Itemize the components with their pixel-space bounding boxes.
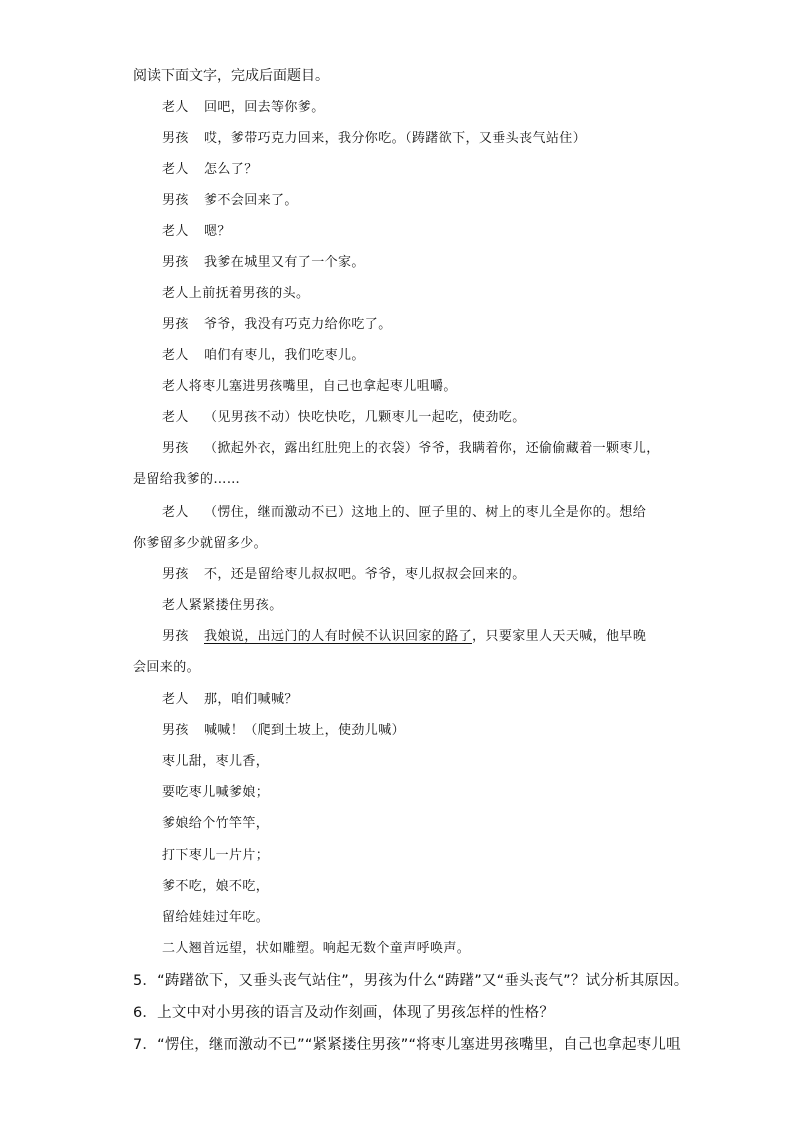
dialogue-text: 哎，爹带巧克力回来，我分你吃。（踌躇欲下，又垂头丧气站住） xyxy=(204,131,587,146)
speaker-label: 老人 xyxy=(162,162,189,177)
script-line xyxy=(162,346,365,366)
speaker-label: 老人 xyxy=(162,410,189,425)
dialogue-text: （掀起外衣，露出红肚兜上的衣袋）爷爷，我瞒着你，还偷偷藏着一颗枣儿， xyxy=(204,441,660,456)
dialogue-continuation: 是留给我爹的…… xyxy=(133,472,241,487)
script-line xyxy=(162,721,405,741)
speaker-label: 男孩 xyxy=(162,441,189,456)
script-line xyxy=(162,129,586,149)
speaker-label: 男孩 xyxy=(162,317,189,332)
speaker-label: 老人 xyxy=(162,348,189,363)
script-line xyxy=(162,627,646,647)
script-line xyxy=(162,565,526,585)
dialogue-text: （愣住，继而激动不已）这地上的、匣子里的、树上的枣儿全是你的。想给 xyxy=(204,505,647,520)
song-line: 爹不吃，娘不吃， xyxy=(162,879,270,894)
speaker-label: 男孩 xyxy=(162,723,189,738)
dialogue-text: 咱们有枣儿，我们吃枣儿。 xyxy=(204,348,365,363)
dialogue-text: 那，咱们喊喊？ xyxy=(204,692,298,707)
speaker-label: 老人 xyxy=(162,100,189,115)
speaker-label: 男孩 xyxy=(162,567,189,582)
stage-direction: 老人紧紧搂住男孩。 xyxy=(162,598,283,613)
script-line xyxy=(162,191,298,211)
speaker-label: 男孩 xyxy=(162,131,189,146)
script-line xyxy=(162,690,298,710)
dialogue-text: 怎么了？ xyxy=(204,162,258,177)
script-line xyxy=(162,503,646,523)
speaker-label: 老人 xyxy=(162,692,189,707)
song-line: 要吃枣儿喊爹娘； xyxy=(162,785,270,800)
dialogue-text: 爹不会回来了。 xyxy=(204,193,298,208)
question-6: 6．上文中对小男孩的语言及动作刻画，体现了男孩怎样的性格？ xyxy=(133,1005,555,1021)
script-line xyxy=(162,408,526,428)
stage-direction: 二人翘首远望，状如雕塑。响起无数个童声呼唤声。 xyxy=(162,941,471,956)
script-line xyxy=(162,98,325,118)
dialogue-continuation: 会回来的。 xyxy=(133,660,201,675)
script-line xyxy=(162,222,231,242)
stage-direction: 老人将枣儿塞进男孩嘴里，自己也拿起枣儿咀嚼。 xyxy=(162,379,457,394)
speaker-label: 老人 xyxy=(162,505,189,520)
script-line xyxy=(162,253,365,273)
dialogue-text: 不，还是留给枣儿叔叔吧。爷爷，枣儿叔叔会回来的。 xyxy=(204,567,526,582)
question-5: 5．“踌躇欲下，又垂头丧气站住”，男孩为什么“踌躇”又“垂头丧气”？试分析其原因。 xyxy=(133,973,689,989)
dialogue-text: （见男孩不动）快吃快吃，几颗枣儿一起吃，使劲吃。 xyxy=(204,410,526,425)
question-7: 7．“愣住，继而激动不已”“紧紧搂住男孩”“将枣儿塞进男孩嘴里，自己也拿起枣儿咀 xyxy=(133,1037,681,1053)
underlined-text: 我娘说，出远门的人有时候不认识回家的路了 xyxy=(204,629,473,644)
song-line: 留给娃娃过年吃。 xyxy=(162,910,270,925)
speaker-label: 男孩 xyxy=(162,629,189,644)
speaker-label: 男孩 xyxy=(162,255,189,270)
stage-direction: 老人上前抚着男孩的头。 xyxy=(162,286,310,301)
song-line: 打下枣儿一片片； xyxy=(162,848,270,863)
script-line xyxy=(162,160,258,180)
dialogue-text: 回吧，回去等你爹。 xyxy=(204,100,325,115)
script-line xyxy=(162,315,392,335)
dialogue-text: 喊喊！（爬到土坡上，使劲儿喊） xyxy=(204,723,406,738)
dialogue-text: 爷爷，我没有巧克力给你吃了。 xyxy=(204,317,392,332)
speaker-label: 男孩 xyxy=(162,193,189,208)
dialogue-text: ，只要家里人天天喊，他早晚 xyxy=(472,629,647,644)
script-line xyxy=(162,439,660,459)
dialogue-text: 嗯？ xyxy=(204,224,231,239)
dialogue-continuation: 你爹留多少就留多少。 xyxy=(133,536,268,551)
reading-instruction: 阅读下面文字，完成后面题目。 xyxy=(133,68,329,84)
dialogue-text: 我爹在城里又有了一个家。 xyxy=(204,255,365,270)
song-line: 爹娘给个竹竿竿， xyxy=(162,816,270,831)
speaker-label: 老人 xyxy=(162,224,189,239)
song-line: 枣儿甜，枣儿香， xyxy=(162,754,270,769)
